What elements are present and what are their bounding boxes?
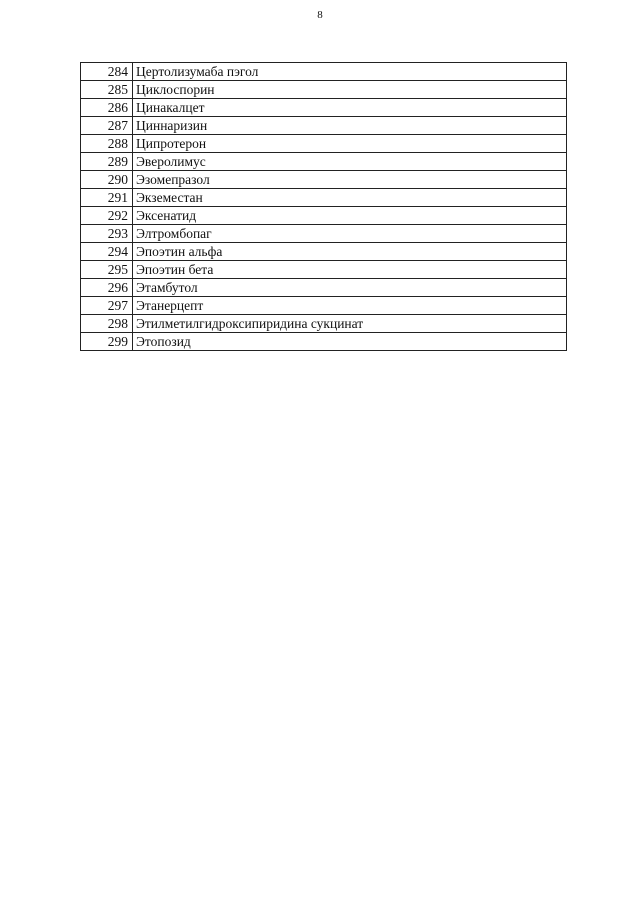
table-row (81, 171, 567, 189)
drug-name: Цинакалцет (133, 99, 567, 117)
page-number: 8 (317, 9, 323, 21)
row-number: 294 (81, 243, 133, 261)
table-row (81, 135, 567, 153)
row-number: 291 (81, 189, 133, 207)
drug-name: Элтромбопаг (133, 225, 567, 243)
table-row (81, 261, 567, 279)
table-row (81, 297, 567, 315)
table-row (81, 243, 567, 261)
table-row (81, 81, 567, 99)
drug-name: Эпоэтин альфа (133, 243, 567, 261)
drug-name: Этанерцепт (133, 297, 567, 315)
row-number: 285 (81, 81, 133, 99)
row-number: 289 (81, 153, 133, 171)
row-number: 296 (81, 279, 133, 297)
drug-name: Эксенатид (133, 207, 567, 225)
table-row (81, 117, 567, 135)
drug-name: Этилметилгидроксипиридина сукцинат (133, 315, 567, 333)
row-number: 293 (81, 225, 133, 243)
table-row (81, 189, 567, 207)
table-row (81, 63, 567, 81)
row-number: 292 (81, 207, 133, 225)
table-row (81, 279, 567, 297)
table-row (81, 315, 567, 333)
row-number: 295 (81, 261, 133, 279)
drug-name: Циклоспорин (133, 81, 567, 99)
drug-list-body (81, 63, 567, 351)
table-row (81, 153, 567, 171)
row-number: 284 (81, 63, 133, 81)
table-row (81, 333, 567, 351)
drug-name: Этамбутол (133, 279, 567, 297)
row-number: 287 (81, 117, 133, 135)
drug-name: Эзомепразол (133, 171, 567, 189)
row-number: 298 (81, 315, 133, 333)
row-number: 299 (81, 333, 133, 351)
table-row (81, 99, 567, 117)
drug-name: Эверолимус (133, 153, 567, 171)
table-row (81, 207, 567, 225)
row-number: 290 (81, 171, 133, 189)
drug-name: Циннаризин (133, 117, 567, 135)
drug-list-table (80, 62, 567, 351)
drug-name: Этопозид (133, 333, 567, 351)
row-number: 288 (81, 135, 133, 153)
drug-name: Ципротерон (133, 135, 567, 153)
row-number: 297 (81, 297, 133, 315)
table-row (81, 225, 567, 243)
drug-name: Цертолизумаба пэгол (133, 63, 567, 81)
row-number: 286 (81, 99, 133, 117)
drug-name: Экземестан (133, 189, 567, 207)
drug-name: Эпоэтин бета (133, 261, 567, 279)
